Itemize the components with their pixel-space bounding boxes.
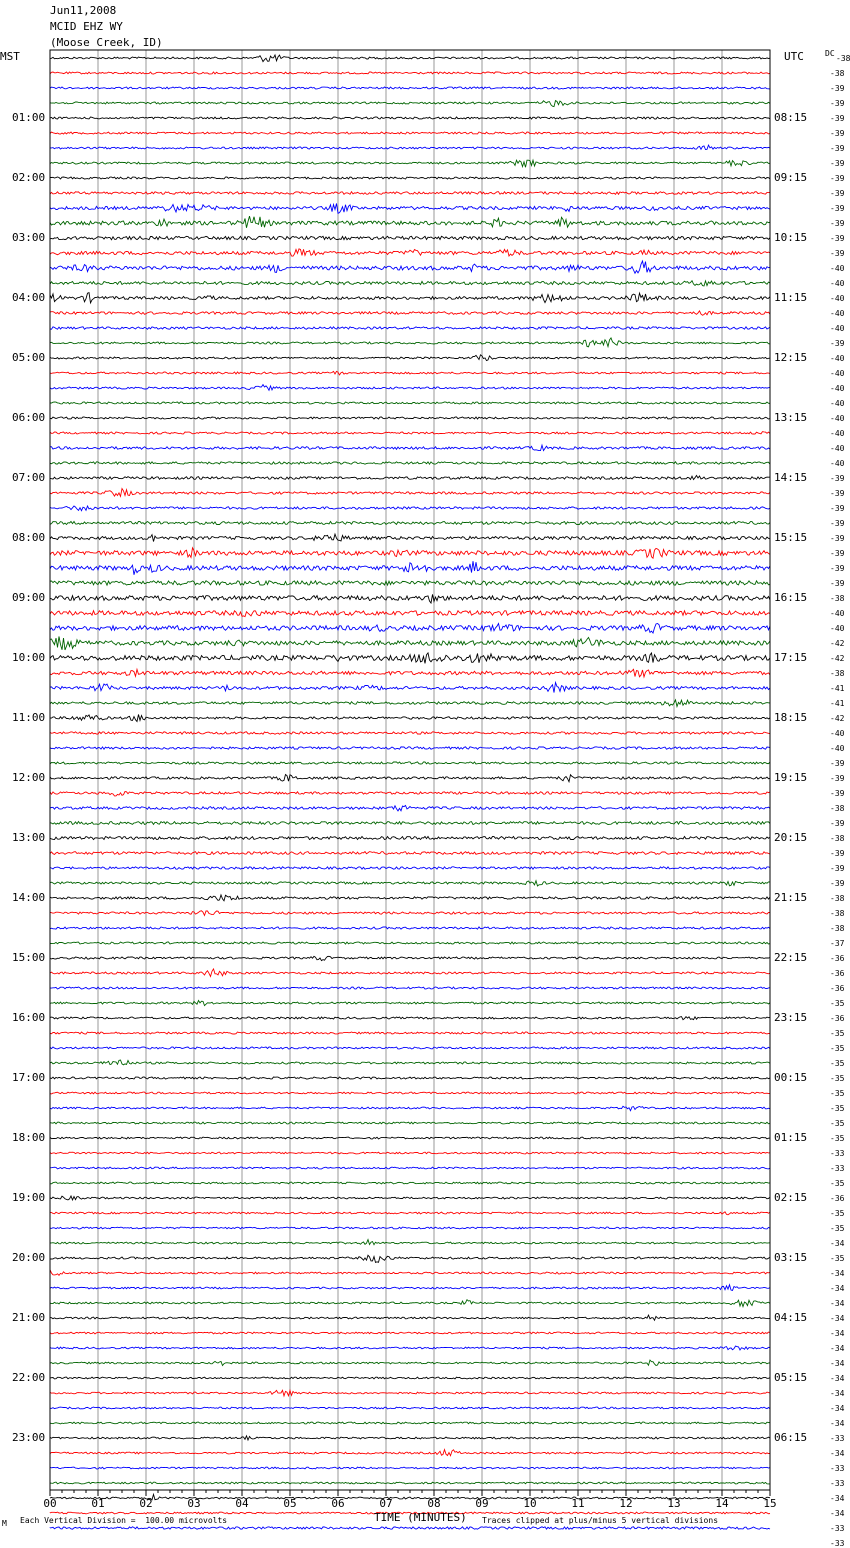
right-axis-label: UTC <box>784 50 804 63</box>
trace-line <box>50 1407 770 1409</box>
right-hour-label: 21:15 <box>774 891 808 904</box>
dc-offset-label: -38 <box>836 54 850 63</box>
trace-line <box>50 669 770 677</box>
left-hour-label: 14:00 <box>12 891 46 904</box>
dc-offset-label: -39 <box>830 789 845 798</box>
dc-offset-label: -42 <box>830 714 845 723</box>
right-hour-label: 05:15 <box>774 1371 808 1384</box>
trace-line <box>50 653 770 664</box>
dc-offset-label: -33 <box>830 1464 845 1473</box>
dc-offset-label: -33 <box>830 1164 845 1173</box>
trace-line <box>50 852 770 855</box>
trace-line <box>50 236 770 239</box>
trace-line <box>50 792 770 796</box>
left-hour-label: 08:00 <box>12 531 46 544</box>
x-tick-label: 01 <box>91 1497 105 1510</box>
trace-line <box>50 1182 770 1184</box>
dc-offset-label: -39 <box>830 129 845 138</box>
dc-offset-label: -40 <box>830 369 845 378</box>
trace-line <box>50 747 770 749</box>
trace-line <box>50 1077 770 1079</box>
trace-line <box>50 548 770 558</box>
trace-line <box>50 956 770 960</box>
header-station: MCID EHZ WY <box>50 20 123 33</box>
x-tick-label: 07 <box>379 1497 393 1510</box>
dc-offset-label: -33 <box>830 1539 845 1548</box>
dc-offset-label: -40 <box>830 414 845 423</box>
dc-offset-label: -40 <box>830 624 845 633</box>
trace-line <box>50 837 770 840</box>
right-hour-label: 08:15 <box>774 111 808 124</box>
trace-line <box>50 1332 770 1334</box>
left-hour-label: 19:00 <box>12 1191 46 1204</box>
trace-line <box>50 489 770 497</box>
right-hour-label: 11:15 <box>774 291 808 304</box>
header-location: (Moose Creek, ID) <box>50 36 163 49</box>
right-hour-label: 01:15 <box>774 1131 808 1144</box>
left-hour-label: 21:00 <box>12 1311 46 1324</box>
trace-line <box>50 1001 770 1006</box>
left-hour-label: 17:00 <box>12 1071 46 1084</box>
dc-offset-label: -34 <box>830 1239 845 1248</box>
trace-line <box>50 355 770 361</box>
clip-note: Traces clipped at plus/minus 5 vertical divisions <box>482 1516 719 1525</box>
dc-offset-label: -40 <box>830 729 845 738</box>
trace-line <box>50 1032 770 1034</box>
scale-note: Each Vertical Division = 100.00 microvolts <box>20 1516 228 1525</box>
trace-line <box>50 911 770 916</box>
left-hour-label: 22:00 <box>12 1371 46 1384</box>
right-hour-label: 18:15 <box>774 711 808 724</box>
trace-line <box>50 987 770 989</box>
trace-line <box>50 775 770 782</box>
trace-line <box>50 1482 770 1484</box>
dc-offset-label: -39 <box>830 879 845 888</box>
dc-offset-label: -39 <box>830 864 845 873</box>
dc-offset-label: -34 <box>830 1299 845 1308</box>
trace-line <box>50 534 770 541</box>
x-tick-label: 05 <box>283 1497 297 1510</box>
dc-offset-label: -36 <box>830 1014 845 1023</box>
trace-line <box>50 1196 770 1200</box>
corner-mark: M <box>2 1519 7 1528</box>
trace-line <box>50 1346 770 1350</box>
right-hour-label: 09:15 <box>774 171 808 184</box>
trace-line <box>50 895 770 901</box>
trace-line <box>50 87 770 89</box>
dc-offset-label: -38 <box>830 924 845 933</box>
right-hour-label: 02:15 <box>774 1191 808 1204</box>
seismogram-traces <box>50 55 770 1534</box>
trace-line <box>50 476 770 480</box>
trace-line <box>50 371 770 375</box>
right-hour-label: 00:15 <box>774 1071 808 1084</box>
trace-line <box>50 402 770 404</box>
trace-line <box>50 145 770 149</box>
left-hour-label: 12:00 <box>12 771 46 784</box>
trace-line <box>50 1122 770 1124</box>
dc-offset-label: -39 <box>830 774 845 783</box>
trace-line <box>50 1092 770 1094</box>
trace-line <box>50 327 770 329</box>
trace-line <box>50 561 770 575</box>
trace-line <box>50 216 770 228</box>
dc-offset-label: -34 <box>830 1269 845 1278</box>
trace-line <box>50 1390 770 1396</box>
dc-offset-label: -36 <box>830 969 845 978</box>
dc-offset-label: -34 <box>830 1344 845 1353</box>
trace-line <box>50 506 770 511</box>
trace-line <box>50 445 770 450</box>
dc-offset-label: -39 <box>830 504 845 513</box>
dc-offset-label: -35 <box>830 1209 845 1218</box>
trace-line <box>50 1047 770 1049</box>
trace-line <box>50 969 770 977</box>
dc-offset-label: -41 <box>830 699 845 708</box>
trace-line <box>50 1285 770 1291</box>
right-hour-label: 23:15 <box>774 1011 808 1024</box>
right-hour-label: 12:15 <box>774 351 808 364</box>
right-hour-label: 16:15 <box>774 591 808 604</box>
dc-offset-label: -38 <box>830 594 845 603</box>
dc-offset-label: -39 <box>830 759 845 768</box>
dc-offset-label: -34 <box>830 1329 845 1338</box>
dc-offset-label: -38 <box>830 894 845 903</box>
dc-offset-label: -34 <box>830 1284 845 1293</box>
dc-offset-label: -38 <box>830 69 845 78</box>
right-hour-label: 22:15 <box>774 951 808 964</box>
trace-line <box>50 522 770 525</box>
trace-line <box>50 732 770 734</box>
dc-offset-label: -34 <box>830 1389 845 1398</box>
dc-offset-label: -39 <box>830 234 845 243</box>
right-hour-label: 14:15 <box>774 471 808 484</box>
left-hour-label: 09:00 <box>12 591 46 604</box>
trace-line <box>50 1467 770 1469</box>
dc-offset-label: -35 <box>830 1089 845 1098</box>
trace-line <box>50 700 770 707</box>
dc-label: DC <box>825 49 835 58</box>
dc-offset-label: -34 <box>830 1404 845 1413</box>
dc-offset-label: -39 <box>830 579 845 588</box>
dc-offset-label: -34 <box>830 1509 845 1518</box>
dc-offset-label: -37 <box>830 939 845 948</box>
right-hour-label: 17:15 <box>774 651 808 664</box>
left-hour-label: 01:00 <box>12 111 46 124</box>
x-tick-label: 15 <box>763 1497 777 1510</box>
x-tick-label: 03 <box>187 1497 201 1510</box>
trace-line <box>50 1137 770 1139</box>
dc-offset-label: -35 <box>830 1224 845 1233</box>
trace-line <box>50 338 770 347</box>
trace-line <box>50 806 770 811</box>
dc-offset-label: -34 <box>830 1359 845 1368</box>
dc-offset-label: -39 <box>830 549 845 558</box>
trace-line <box>50 715 770 722</box>
trace-line <box>50 1422 770 1424</box>
trace-line <box>50 1152 770 1154</box>
dc-offset-label: -42 <box>830 639 845 648</box>
right-hour-label: 10:15 <box>774 231 808 244</box>
dc-offset-label: -39 <box>830 174 845 183</box>
right-hour-label: 20:15 <box>774 831 808 844</box>
trace-line <box>50 822 770 825</box>
trace-line <box>50 1255 770 1262</box>
trace-line <box>50 1436 770 1440</box>
dc-offset-label: -42 <box>830 654 845 663</box>
dc-offset-label: -33 <box>830 1149 845 1158</box>
trace-line <box>50 1167 770 1169</box>
trace-line <box>50 1300 770 1307</box>
dc-offset-label: -35 <box>830 1254 845 1263</box>
right-hour-label: 15:15 <box>774 531 808 544</box>
dc-offset-label: -39 <box>830 189 845 198</box>
left-axis-label: MST <box>0 50 20 63</box>
trace-line <box>50 1240 770 1245</box>
left-hour-label: 04:00 <box>12 291 46 304</box>
x-tick-label: 09 <box>475 1497 489 1510</box>
trace-line <box>50 1212 770 1215</box>
trace-line <box>50 942 770 944</box>
trace-line <box>50 192 770 195</box>
dc-offset-label: -40 <box>830 609 845 618</box>
dc-offset-label: -39 <box>830 204 845 213</box>
x-tick-label: 11 <box>571 1497 585 1510</box>
right-hour-label: 06:15 <box>774 1431 808 1444</box>
dc-offset-label: -40 <box>830 429 845 438</box>
trace-line <box>50 1360 770 1365</box>
dc-offset-label: -33 <box>830 1479 845 1488</box>
trace-line <box>50 1106 770 1110</box>
dc-offset-label: -38 <box>830 669 845 678</box>
trace-line <box>50 1494 770 1499</box>
left-hour-label: 10:00 <box>12 651 46 664</box>
dc-offset-label: -39 <box>830 159 845 168</box>
trace-line <box>50 867 770 869</box>
trace-line <box>50 462 770 464</box>
dc-offset-label: -40 <box>830 354 845 363</box>
dc-offset-label: -40 <box>830 459 845 468</box>
dc-offset-label: -39 <box>830 339 845 348</box>
trace-line <box>50 72 770 74</box>
dc-offset-label: -40 <box>830 279 845 288</box>
trace-line <box>50 1270 770 1276</box>
dc-offset-label: -36 <box>830 954 845 963</box>
dc-offset-label: -40 <box>830 294 845 303</box>
trace-line <box>50 261 770 273</box>
left-hour-label: 13:00 <box>12 831 46 844</box>
trace-line <box>50 1227 770 1229</box>
dc-offset-label: -34 <box>830 1374 845 1383</box>
trace-line <box>50 881 770 886</box>
left-hour-label: 23:00 <box>12 1431 46 1444</box>
trace-line <box>50 611 770 617</box>
trace-line <box>50 1060 770 1065</box>
left-hour-label: 07:00 <box>12 471 46 484</box>
dc-offset-label: -40 <box>830 444 845 453</box>
dc-offset-label: -40 <box>830 744 845 753</box>
dc-offset-label: -40 <box>830 384 845 393</box>
trace-line <box>50 417 770 419</box>
trace-line <box>50 927 770 929</box>
trace-line <box>50 683 770 693</box>
dc-offset-label: -39 <box>830 849 845 858</box>
dc-offset-label: -34 <box>830 1449 845 1458</box>
dc-offset-label: -35 <box>830 1179 845 1188</box>
dc-offset-label: -39 <box>830 84 845 93</box>
dc-offset-label: -35 <box>830 1134 845 1143</box>
dc-offset-label: -35 <box>830 999 845 1008</box>
dc-offset-label: -35 <box>830 1119 845 1128</box>
left-hour-label: 20:00 <box>12 1251 46 1264</box>
dc-offset-label: -34 <box>830 1419 845 1428</box>
x-tick-label: 06 <box>331 1497 345 1510</box>
dc-offset-label: -39 <box>830 114 845 123</box>
dc-offset-label: -40 <box>830 264 845 273</box>
left-hour-label: 15:00 <box>12 951 46 964</box>
dc-offset-label: -39 <box>830 519 845 528</box>
trace-line <box>50 385 770 391</box>
dc-offset-label: -34 <box>830 1314 845 1323</box>
left-hour-label: 11:00 <box>12 711 46 724</box>
trace-line <box>50 1450 770 1456</box>
left-hour-label: 16:00 <box>12 1011 46 1024</box>
trace-line <box>50 1315 770 1320</box>
x-axis-label: TIME (MINUTES) <box>374 1511 467 1524</box>
right-hour-label: 13:15 <box>774 411 808 424</box>
left-hour-label: 18:00 <box>12 1131 46 1144</box>
dc-offset-label: -41 <box>830 684 845 693</box>
dc-offset-label: -39 <box>830 564 845 573</box>
trace-line <box>50 624 770 634</box>
x-tick-label: 04 <box>235 1497 249 1510</box>
dc-offset-label: -39 <box>830 474 845 483</box>
x-tick-label: 13 <box>667 1497 681 1510</box>
dc-offset-label: -39 <box>830 99 845 108</box>
dc-offset-label: -35 <box>830 1044 845 1053</box>
trace-line <box>50 177 770 179</box>
x-tick-label: 08 <box>427 1497 441 1510</box>
trace-line <box>50 249 770 256</box>
trace-line <box>50 293 770 303</box>
dc-offset-label: -33 <box>830 1434 845 1443</box>
dc-offset-label: -35 <box>830 1074 845 1083</box>
trace-line <box>50 117 770 119</box>
dc-offset-label: -34 <box>830 1494 845 1503</box>
left-hour-label: 06:00 <box>12 411 46 424</box>
left-hour-label: 03:00 <box>12 231 46 244</box>
trace-line <box>50 160 770 167</box>
trace-line <box>50 581 770 585</box>
dc-offset-label: -38 <box>830 834 845 843</box>
dc-offset-label: -39 <box>830 534 845 543</box>
trace-line <box>50 311 770 315</box>
dc-offset-label: -39 <box>830 249 845 258</box>
trace-line <box>50 636 770 650</box>
x-tick-label: 10 <box>523 1497 537 1510</box>
dc-offset-label: -39 <box>830 219 845 228</box>
x-tick-label: 14 <box>715 1497 729 1510</box>
x-axis-ticks <box>43 1490 776 1510</box>
dc-offset-label: -38 <box>830 909 845 918</box>
trace-line <box>50 1377 770 1379</box>
trace-line <box>50 1017 770 1020</box>
trace-line <box>50 1527 770 1529</box>
dc-offset-label: -40 <box>830 399 845 408</box>
trace-line <box>50 281 770 286</box>
dc-offset-label: -33 <box>830 1524 845 1533</box>
trace-line <box>50 204 770 214</box>
trace-line <box>50 55 770 62</box>
x-tick-label: 02 <box>139 1497 153 1510</box>
x-tick-label: 00 <box>43 1497 57 1510</box>
trace-line <box>50 101 770 107</box>
trace-line <box>50 432 770 434</box>
trace-line <box>50 132 770 134</box>
left-hour-label: 05:00 <box>12 351 46 364</box>
dc-offset-label: -35 <box>830 1059 845 1068</box>
trace-line <box>50 594 770 603</box>
left-hour-label: 02:00 <box>12 171 46 184</box>
header-date: Jun11,2008 <box>50 4 117 17</box>
dc-offset-label: -40 <box>830 324 845 333</box>
right-hour-label: 04:15 <box>774 1311 808 1324</box>
right-hour-label: 03:15 <box>774 1251 808 1264</box>
x-tick-label: 12 <box>619 1497 633 1510</box>
dc-offset-label: -40 <box>830 309 845 318</box>
dc-offset-label: -36 <box>830 1194 845 1203</box>
right-hour-label: 19:15 <box>774 771 808 784</box>
dc-offset-label: -39 <box>830 144 845 153</box>
dc-offset-label: -38 <box>830 804 845 813</box>
dc-offset-label: -39 <box>830 819 845 828</box>
minute-gridlines <box>98 50 722 1490</box>
dc-offset-label: -36 <box>830 984 845 993</box>
trace-line <box>50 762 770 764</box>
dc-offset-label: -35 <box>830 1029 845 1038</box>
dc-offset-label: -35 <box>830 1104 845 1113</box>
dc-offset-label: -39 <box>830 489 845 498</box>
